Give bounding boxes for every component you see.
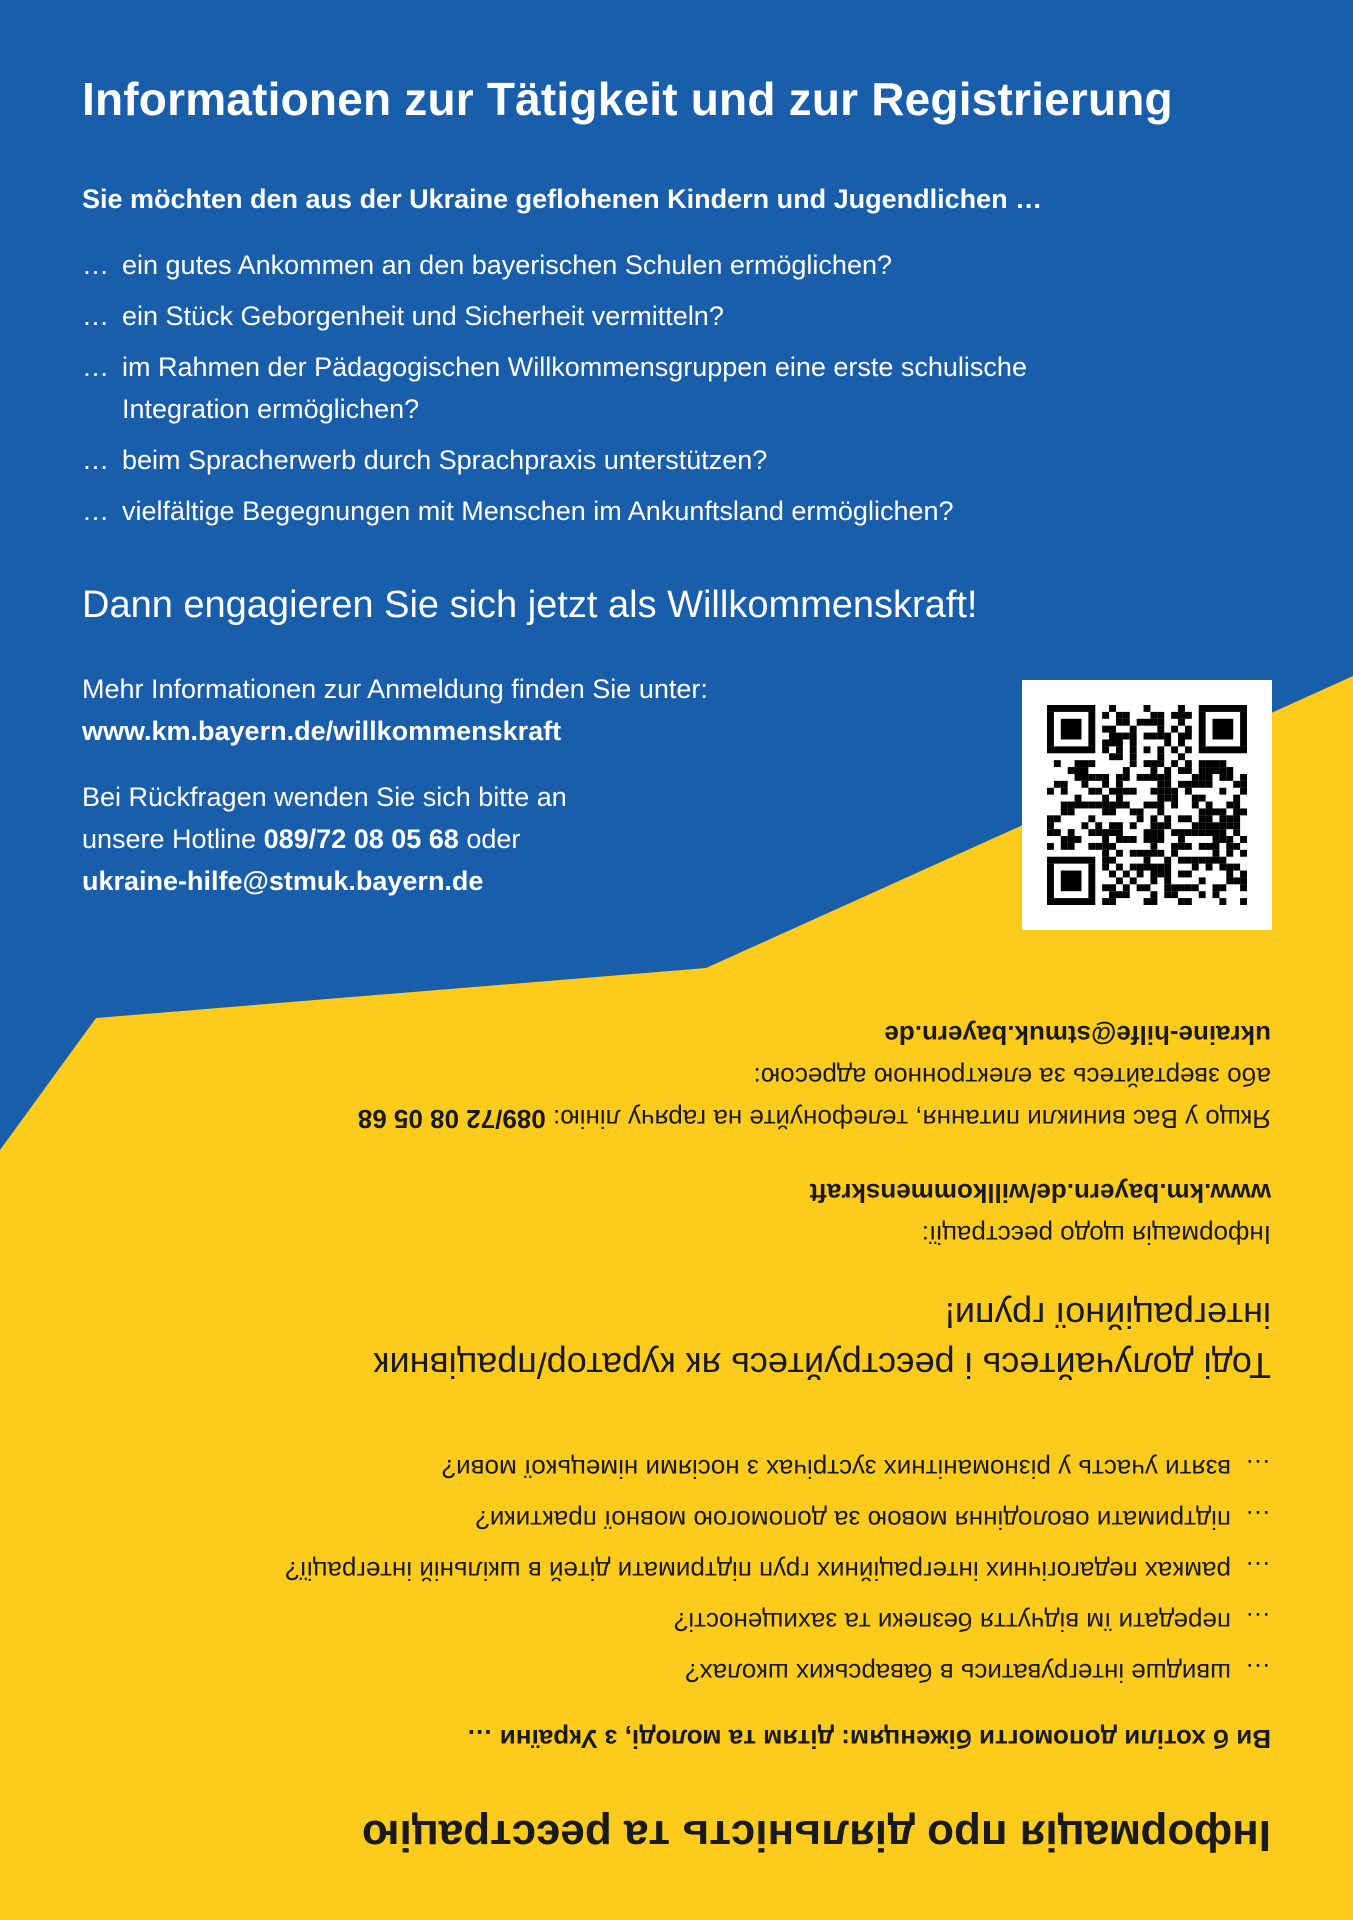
or-label: oder [466, 824, 521, 854]
hotline-label: Якщо у Вас виникли питання, телефонуйте на гарячу лінію: [552, 1104, 1271, 1134]
bullet-marker: … [1245, 1658, 1271, 1688]
cta-line: інтеграційної групи! [944, 1295, 1271, 1336]
ukrainian-registration-info [810, 1172, 1271, 1256]
registration-link[interactable]: www.km.bayern.de/willkommenskraft [82, 716, 562, 746]
bullet-marker: … [1245, 1556, 1271, 1586]
german-lead: Sie möchten den aus der Ukraine geflohenen Kindern und Jugendlichen … [82, 184, 1043, 214]
ukrainian-title: Інформація про діяльність та реєстрацію [361, 1811, 1271, 1860]
info-intro: Інформація щодо реєстрації: [921, 1220, 1271, 1250]
bullet-marker: … [1245, 1505, 1271, 1535]
german-bullet-text: beim Spracherwerb durch Sprachpraxis unterstützen? [122, 445, 768, 475]
contact-email[interactable]: ukraine-hilfe@stmuk.bayern.de [82, 866, 484, 896]
bullet-marker: … [82, 496, 109, 526]
hotline-number[interactable]: 089/72 08 05 68 [263, 824, 459, 854]
german-title: Informationen zur Tätigkeit und zur Registrierung [82, 73, 1173, 125]
ukrainian-contact-info [358, 1014, 1271, 1140]
contact-line: або звертайтесь за електронною адресою: [753, 1062, 1271, 1092]
registration-link[interactable]: www.km.bayern.de/willkommenskraft [809, 1178, 1271, 1208]
ukrainian-bullet-text: передати їм відчуття безпеки та захищеності? [673, 1607, 1231, 1637]
german-bullet-text: ein gutes Ankommen an den bayerischen Schulen ermöglichen? [122, 250, 892, 280]
german-bullet-text: im Rahmen der Pädagogischen Willkommensgruppen eine erste schulische [122, 352, 1027, 382]
bullet-marker: … [1245, 1607, 1271, 1637]
ukrainian-bullet-text: швидше інтегруватись в баварських школах? [685, 1658, 1231, 1688]
hotline-number[interactable]: 089/72 08 05 68 [357, 1104, 546, 1134]
ukrainian-call-to-action [374, 1290, 1271, 1390]
ukrainian-bullet-text: взяти участь у різноманітних зустрічах з носіями німецької мови? [441, 1454, 1231, 1484]
ukrainian-lead: Ви б хотіли допомогти біженцям: дітям та молоді, з України … [466, 1724, 1271, 1754]
ukrainian-bullet-text: підтримати оволодіння мовою за допомогою мовної практики? [475, 1505, 1231, 1535]
contact-line [358, 1098, 1271, 1140]
bullet-marker: … [1245, 1454, 1271, 1484]
german-bullet-text: ein Stück Geborgenheit und Sicherheit vermitteln? [122, 301, 724, 331]
contact-email[interactable]: ukraine-hilfe@stmuk.bayern.de [884, 1020, 1271, 1050]
bullet-marker: … [82, 301, 109, 331]
bullet-marker: … [82, 250, 109, 280]
contact-line: Bei Rückfragen wenden Sie sich bitte an [82, 782, 567, 812]
info-intro: Mehr Informationen zur Anmeldung finden Sie unter: [82, 674, 708, 704]
ukrainian-bullet-text: рамках педагогічних інтеграційних груп підтримати дітей в шкільній інтеграції? [285, 1556, 1231, 1586]
bullet-marker: … [82, 445, 109, 475]
german-bullet-text: vielfältige Begegnungen mit Menschen im Ankunftsland ermöglichen? [122, 496, 954, 526]
cta-line: Тоді долучайтесь і реєструйтесь як куратор/працівник [373, 1345, 1271, 1386]
german-bullet-text: Integration ermöglichen? [122, 394, 420, 424]
hotline-label: unsere Hotline [82, 824, 257, 854]
bullet-marker: … [82, 352, 109, 382]
german-call-to-action: Dann engagieren Sie sich jetzt als Willkommenskraft! [82, 584, 978, 626]
